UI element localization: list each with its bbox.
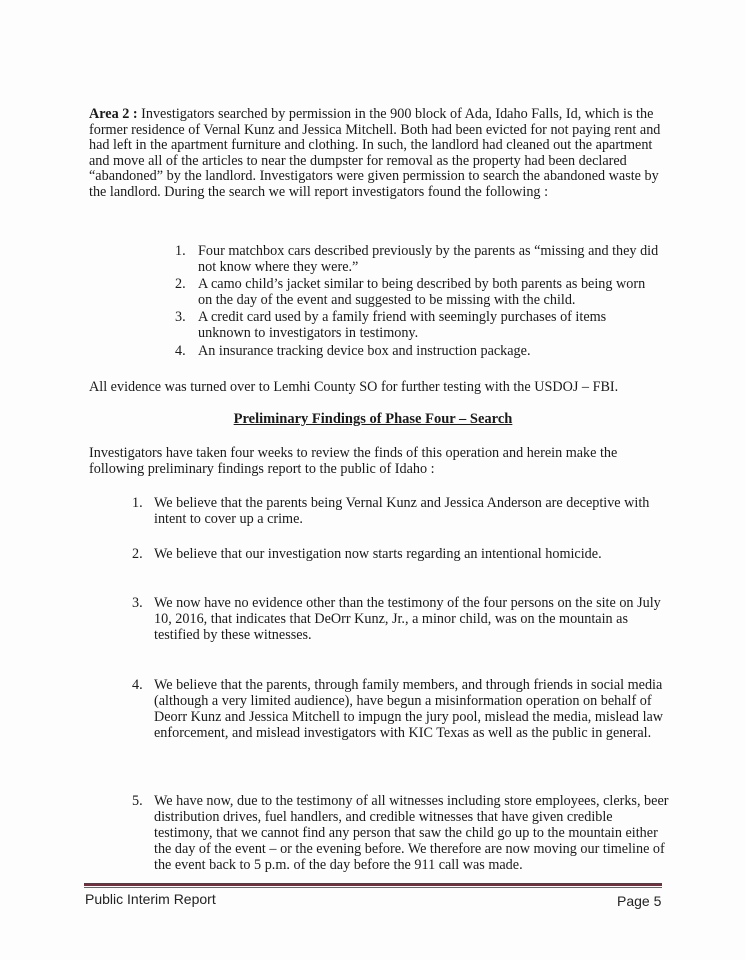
area-2-text: Investigators searched by permission in the 900 block of Ada, Idaho Falls, Id, which is the former residence of Vernal Kunz and Jessica Mitchell. Both had been evicted for not paying rent and had left in the apartment furniture and clothing. In such, the landlord had cleaned out the apartment and move all of the articles to near the dumpster for removal as the property had been declared “abandoned” by the landlord. Investigators were given permission to search the abandoned waste by the landlord. During the search we will report investigators found the following : — [89, 106, 661, 200]
list-item — [150, 344, 660, 360]
area-2-paragraph — [89, 107, 671, 201]
evidence-note: All evidence was turned over to Lemhi County SO for further testing with the USDOJ – FBI. — [89, 379, 619, 395]
finding-text: We now have no evidence other than the testimony of the four persons on the site on July 10, 2016, that indicates that DeOrr Kunz, Jr., a minor child, was on the mountain as testified by these witnesses. — [154, 595, 661, 643]
finding-number: 4. — [132, 677, 143, 693]
list-item-number: 3. — [175, 309, 186, 326]
finding-number: 5. — [132, 793, 143, 809]
finding-text: We believe that the parents, through family members, and through friends in social media (although a very limited audience), have begun a misinformation operation on behalf of Deorr Kunz and Jessica Mitchell to impugn the jury pool, mislead the media, mislead law enforcement, and mislead investigators with KIC Texas as well as the public in general. — [154, 677, 664, 741]
finding-item — [132, 793, 672, 873]
list-item-number: 4. — [175, 342, 186, 359]
finding-text: We believe that the parents being Vernal Kunz and Jessica Anderson are deceptive with intent to cover up a crime. — [154, 495, 650, 527]
section-heading: Preliminary Findings of Phase Four – Search — [233, 411, 513, 427]
footer-rule-thin — [84, 887, 662, 888]
finding-number: 3. — [132, 595, 143, 611]
list-item-number: 1. — [175, 243, 186, 259]
footer-report-title: Public Interim Report — [85, 891, 216, 907]
finding-item — [132, 677, 672, 741]
list-item-text: An insurance tracking device box and instruction package. — [198, 342, 531, 359]
finding-item — [132, 595, 672, 643]
list-item-text: Four matchbox cars described previously by the parents as “missing and they did not know where they were.” — [198, 243, 659, 275]
list-item — [150, 244, 660, 275]
finding-text: We have now, due to the testimony of all witnesses including store employees, clerks, beer distribution drives, fuel handlers, and credible witnesses that have given credible testimony, that we cannot find any person that saw the child go up to the mountain either the day of the event – or the evening before. We therefore are now moving our timeline of the event back to 5 p.m. of the day before the 911 call was made. — [154, 793, 669, 873]
finding-text: We believe that our investigation now starts regarding an intentional homicide. — [154, 546, 602, 562]
finding-item — [132, 546, 672, 562]
finding-item — [132, 495, 672, 527]
area-2-label: Area 2 : — [89, 106, 138, 122]
finding-number: 2. — [132, 546, 143, 562]
findings-intro: Investigators have taken four weeks to review the finds of this operation and herein make the following preliminary findings report to the public of Idaho : — [89, 445, 618, 477]
finding-number: 1. — [132, 495, 143, 511]
footer-rule — [84, 883, 662, 886]
list-item — [150, 310, 660, 341]
items-found-list — [150, 244, 660, 361]
footer-page-number: Page 5 — [617, 893, 662, 909]
list-item-text: A credit card used by a family friend with seemingly purchases of items unknown to investigators in testimony. — [198, 309, 607, 341]
list-item — [150, 277, 660, 308]
list-item-number: 2. — [175, 276, 186, 293]
list-item-text: A camo child’s jacket similar to being described by both parents as being worn on the day of the event and suggested to be missing with the child. — [198, 276, 646, 308]
